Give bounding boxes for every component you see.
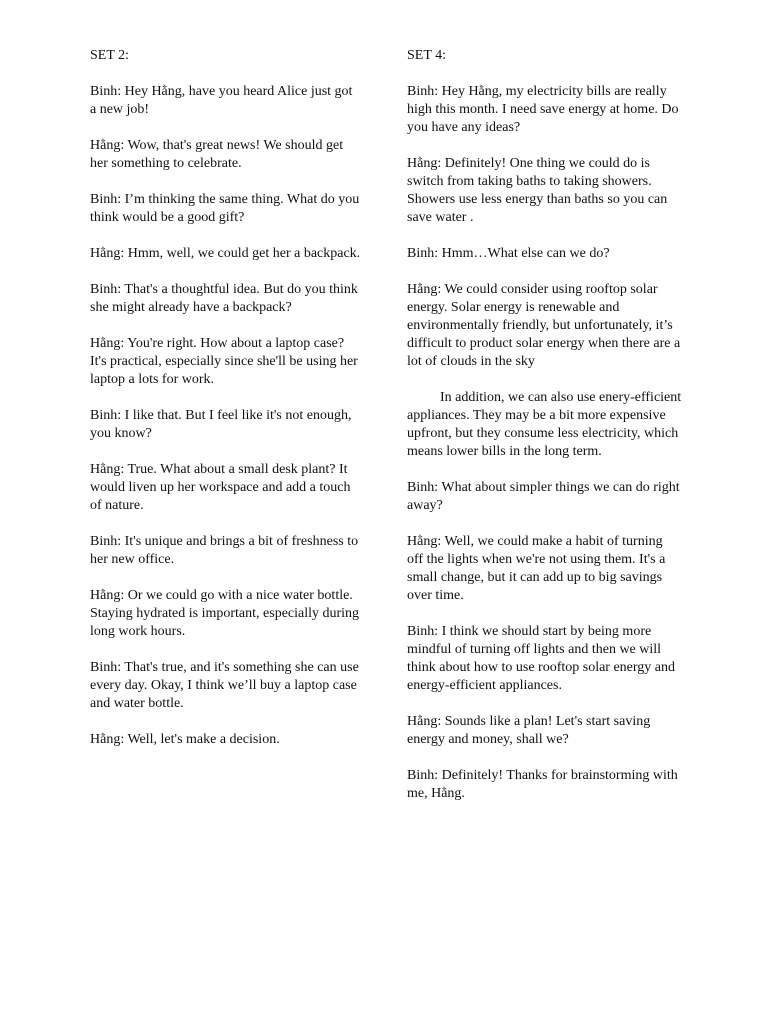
set-4-line-2: Hằng: Definitely! One thing we could do is switch from taking baths to taking showers. Showers use less energy than baths so you can save water .: [407, 156, 668, 225]
set-4-line-3: Binh: Hmm…What else can we do?: [407, 246, 610, 261]
set-2-line-5: Binh: That's a thoughtful idea. But do you think she might already have a backpack?: [90, 282, 358, 315]
set-4-line-5: In addition, we can also use enery-efficient appliances. They may be a bit more expensive upfront, but they consume less electricity, which means lower bills in the long term.: [407, 390, 682, 459]
set-4-title: SET 4:: [407, 48, 447, 63]
set-4-line-4: Hằng: We could consider using rooftop solar energy. Solar energy is renewable and environmentally friendly, but unfortunately, it’s difficult to product solar energy when there are a lot of clouds in the sky: [407, 282, 681, 369]
set-4-line-8: Binh: I think we should start by being more mindful of turning off lights and then we will think about how to use rooftop solar energy and energy-efficient appliances.: [407, 624, 676, 693]
set-2-line-11: Binh: That's true, and it's something she can use every day. Okay, I think we’ll buy a laptop case and water bottle.: [90, 660, 359, 711]
set-2-line-6: Hằng: You're right. How about a laptop case? It's practical, especially since she'll be using her laptop a lots for work.: [90, 336, 358, 387]
set-2-line-10: Hằng: Or we could go with a nice water bottle. Staying hydrated is important, especially during long work hours.: [90, 588, 360, 639]
set-2-title: SET 2:: [90, 48, 130, 63]
set-4-line-9: Hằng: Sounds like a plan! Let's start saving energy and money, shall we?: [407, 714, 651, 747]
set-4-line-7: Hằng: Well, we could make a habit of turning off the lights when we're not using them. It's a small change, but it can add up to big savings over time.: [407, 534, 666, 603]
set-2-line-7: Binh: I like that. But I feel like it's not enough, you know?: [90, 408, 352, 441]
set-2-line-4: Hằng: Hmm, well, we could get her a backpack.: [90, 246, 361, 261]
set-4-line-6: Binh: What about simpler things we can do right away?: [407, 480, 680, 513]
set-2-line-8: Hằng: True. What about a small desk plant? It would liven up her workspace and add a touch of nature.: [90, 462, 351, 513]
set-2-line-2: Hằng: Wow, that's great news! We should get her something to celebrate.: [90, 138, 344, 171]
set-4-column: [407, 47, 682, 821]
set-2-line-9: Binh: It's unique and brings a bit of freshness to her new office.: [90, 534, 359, 567]
set-2-column: [90, 47, 362, 767]
set-2-line-12: Hằng: Well, let's make a decision.: [90, 732, 280, 747]
set-4-line-1: Binh: Hey Hằng, my electricity bills are really high this month. I need save energy at home. Do you have any ideas?: [407, 84, 679, 135]
set-2-line-3: Binh: I’m thinking the same thing. What do you think would be a good gift?: [90, 192, 360, 225]
set-2-line-1: Binh: Hey Hằng, have you heard Alice just got a new job!: [90, 84, 353, 117]
set-4-line-10: Binh: Definitely! Thanks for brainstorming with me, Hằng.: [407, 768, 678, 801]
